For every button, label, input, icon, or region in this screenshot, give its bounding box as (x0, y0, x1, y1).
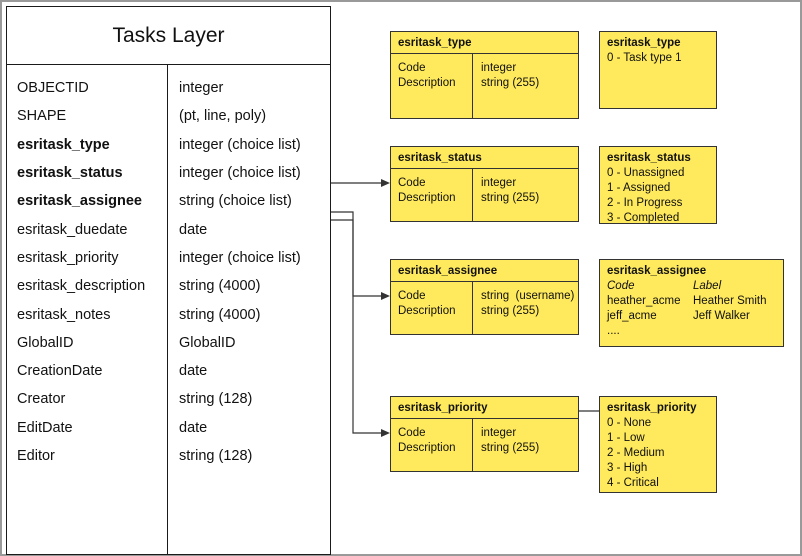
field-type: integer (choice list) (179, 165, 301, 182)
value-list-code: jeff_acme (607, 310, 657, 322)
field-type: string (4000) (179, 306, 261, 323)
domain-field-label: Code (398, 177, 426, 189)
value-list-label: Jeff Walker (693, 310, 750, 322)
domain-field-type: string (username) (481, 290, 575, 302)
value-list-item: 3 - Completed (607, 212, 680, 224)
field-name: esritask_type (17, 136, 110, 153)
field-name: esritask_priority (17, 249, 119, 266)
table-row (7, 300, 330, 328)
value-list-header-label: Label (693, 280, 722, 292)
value-list-item: 0 - None (607, 417, 652, 429)
table-row (7, 215, 330, 243)
value-list-header-code: Code (607, 280, 635, 292)
field-type: string (128) (179, 391, 253, 408)
domain-field-label: Code (398, 62, 426, 74)
domain-field-type: integer (481, 427, 517, 439)
field-type: string (128) (179, 448, 253, 464)
value-list-title: esritask_status (607, 152, 691, 164)
value-list-item: 0 - Unassigned (607, 167, 685, 179)
domain-table-esritask-type (390, 31, 579, 119)
value-list-title: esritask_assignee (607, 265, 707, 277)
field-name: esritask_description (17, 278, 146, 295)
domain-field-label: Description (398, 305, 456, 317)
domain-field-type: integer (481, 62, 517, 74)
value-list-item: 2 - Medium (607, 447, 665, 459)
field-name: Editor (17, 448, 55, 464)
value-list-esritask-priority (599, 396, 717, 493)
table-row (7, 442, 330, 470)
field-type: integer (choice list) (179, 249, 301, 266)
domain-field-type: string (255) (481, 77, 540, 89)
domain-field-type: string (255) (481, 305, 540, 317)
domain-field-label: Description (398, 192, 456, 204)
field-type: string (4000) (179, 278, 261, 295)
table-row (7, 272, 330, 300)
domain-table-title: esritask_assignee (391, 260, 578, 282)
field-name: EditDate (17, 419, 73, 436)
field-type: string (choice list) (179, 193, 292, 210)
table-row (7, 329, 330, 357)
value-list-title: esritask_type (607, 37, 681, 49)
value-list-label: Heather Smith (693, 295, 767, 307)
tasks-layer-table (6, 6, 331, 555)
domain-field-type: string (255) (481, 192, 540, 204)
column-divider (167, 65, 168, 554)
table-row (7, 159, 330, 187)
field-type: date (179, 363, 208, 380)
value-list-item: 3 - High (607, 462, 648, 474)
value-list-esritask-assignee (599, 259, 784, 347)
domain-table-title: esritask_type (391, 32, 578, 54)
domain-table-esritask-assignee (390, 259, 579, 335)
value-list-esritask-type (599, 31, 717, 109)
domain-table-esritask-priority (390, 396, 579, 472)
domain-table-title: esritask_priority (391, 397, 578, 419)
value-list-code: heather_acme (607, 295, 681, 307)
table-row (7, 187, 330, 215)
table-row (7, 244, 330, 272)
value-list-code: .... (607, 325, 620, 337)
field-type: integer (choice list) (179, 136, 301, 153)
field-name: Creator (17, 391, 66, 408)
domain-field-type: integer (481, 177, 517, 189)
field-name: OBJECTID (17, 80, 89, 97)
domain-field-label: Description (398, 442, 456, 454)
domain-field-label: Description (398, 77, 456, 89)
tasks-layer-fields (7, 65, 330, 554)
table-row (7, 74, 330, 102)
value-list-item: 0 - Task type 1 (607, 52, 682, 64)
field-type: date (179, 221, 208, 238)
field-type: integer (179, 80, 224, 97)
field-type: (pt, line, poly) (179, 108, 267, 125)
field-name: SHAPE (17, 108, 67, 125)
field-name: esritask_status (17, 165, 123, 182)
table-row (7, 385, 330, 413)
field-name: GlobalID (17, 334, 74, 351)
value-list-esritask-status (599, 146, 717, 224)
domain-table-esritask-status (390, 146, 579, 222)
value-list-item: 2 - In Progress (607, 197, 683, 209)
domain-field-label: Code (398, 427, 426, 439)
table-row (7, 414, 330, 442)
page-title: Tasks Layer (7, 7, 330, 65)
field-name: esritask_duedate (17, 221, 128, 238)
field-name: esritask_assignee (17, 193, 142, 210)
domain-field-type: string (255) (481, 442, 540, 454)
domain-field-label: Code (398, 290, 426, 302)
table-row (7, 357, 330, 385)
field-type: GlobalID (179, 334, 236, 351)
value-list-title: esritask_priority (607, 402, 697, 414)
value-list-item: 1 - Assigned (607, 182, 671, 194)
field-name: esritask_notes (17, 306, 111, 323)
table-row (7, 102, 330, 130)
table-row (7, 131, 330, 159)
field-name: CreationDate (17, 363, 103, 380)
value-list-item: 4 - Critical (607, 477, 659, 489)
field-type: date (179, 419, 208, 436)
value-list-item: 1 - Low (607, 432, 645, 444)
domain-table-title: esritask_status (391, 147, 578, 169)
